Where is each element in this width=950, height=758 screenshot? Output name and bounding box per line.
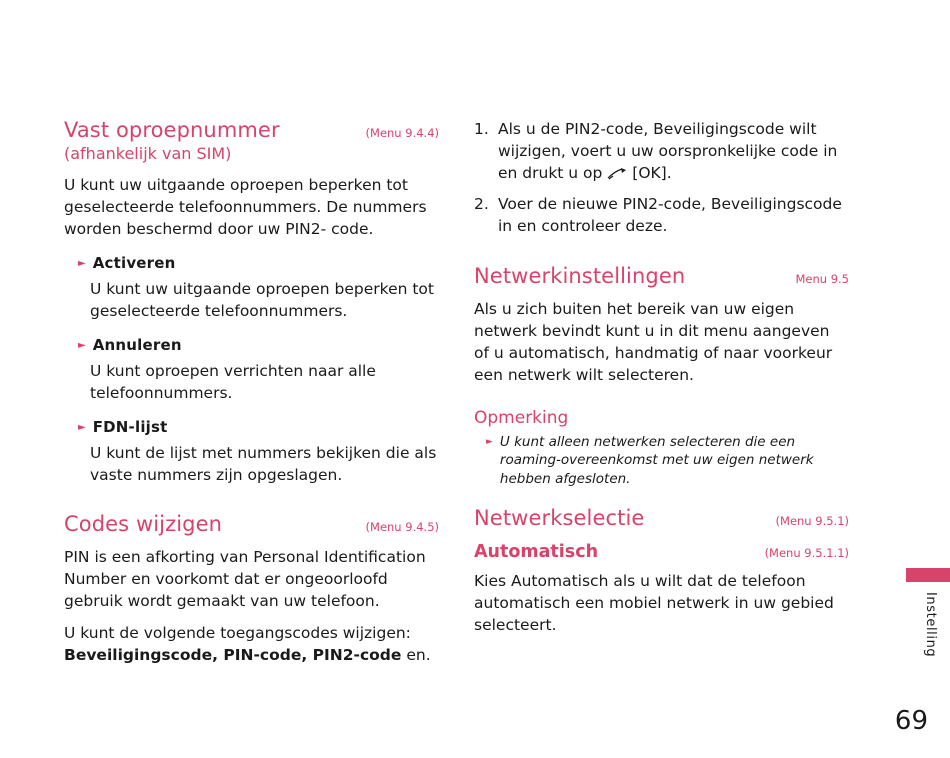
list-item-body: U kunt uw uitgaande oproepen beperken tot geselecteerde telefoonnummers. [90, 280, 434, 321]
menu-reference: (Menu 9.5.1) [775, 513, 849, 528]
netwerkinstellingen-body: Als u zich buiten het bereik van uw eigen netwerk bevindt kunt u in dit menu aangeven of u automatisch, handmatig of naar voorkeur een netwerk wilt selecteren. [474, 300, 833, 385]
triangle-right-icon: ► [78, 422, 86, 434]
step-number: 1. [474, 120, 489, 138]
send-key-icon [607, 164, 627, 186]
right-column [474, 118, 849, 636]
section-heading-codes-wijzigen [64, 512, 439, 536]
step-text: Als u de PIN2-code, Beveiligingscode wilt wijzigen, voert u uw oorspronkelijke code in en drukt u op [498, 120, 838, 182]
page-number: 69 [894, 706, 928, 736]
list-item-body: U kunt oproepen verrichten naar alle telefoonnummers. [90, 362, 376, 403]
list-item [474, 118, 849, 184]
menu-reference: (Menu 9.5.1.1) [764, 545, 849, 560]
step-text: Voer de nieuwe PIN2-code, Beveiligingscode in en controleer deze. [498, 195, 842, 235]
note-title: Opmerking [474, 408, 569, 429]
menu-reference: (Menu 9.4.5) [365, 520, 439, 535]
list-item [474, 193, 849, 237]
menu-reference: (Menu 9.4.4) [365, 126, 439, 140]
list-item [78, 254, 439, 272]
list-item-label: Activeren [92, 254, 176, 273]
section-heading-netwerkselectie [474, 506, 849, 530]
menu-reference: Menu 9.5 [795, 272, 849, 286]
subsection-title: Automatisch [474, 541, 599, 562]
section-title: Codes wijzigen [64, 512, 223, 537]
numbered-steps-list [474, 118, 849, 237]
codes-paragraph-1: PIN is een afkorting van Personal Identification Number en voorkomt dat er ongeoorloofd gebruik wordt gemaakt van uw telefoon. [64, 548, 426, 611]
section-title: Netwerkinstellingen [474, 264, 686, 288]
list-item [78, 418, 439, 436]
list-item-label: FDN-lijst [92, 418, 168, 437]
step-text-after: [OK]. [632, 164, 672, 182]
section-heading-netwerkinstellingen [474, 264, 849, 288]
codes-paragraph-2-lead: U kunt de volgende toegangscodes wijzigen: [64, 624, 411, 643]
triangle-right-icon: ► [486, 437, 493, 448]
list-item [78, 336, 439, 354]
triangle-right-icon: ► [78, 340, 86, 352]
automatisch-body: Kies Automatisch als u wilt dat de telefoon automatisch een mobiel netwerk in uw gebied selecteert. [474, 571, 834, 634]
section-subtitle: (afhankelijk van SIM) [64, 144, 232, 164]
codes-paragraph-2-bold: Beveiligingscode, PIN-code, PIN2-code [64, 646, 402, 665]
codes-paragraph-2 [64, 622, 439, 666]
section-intro-paragraph: U kunt uw uitgaande oproepen beperken tot geselecteerde telefoonnummers. De nummers worden beschermd door uw PIN2- code. [64, 176, 427, 239]
triangle-right-icon: ► [78, 258, 86, 270]
chapter-tab-marker [906, 568, 950, 582]
chapter-tab-label: Instelling [923, 592, 938, 658]
left-column [64, 118, 439, 666]
note-block [486, 433, 849, 488]
subsection-heading-automatisch [474, 542, 849, 563]
section-heading-vast-oproepnummer [64, 118, 439, 142]
page-title: Vast oproepnummer [64, 118, 280, 142]
step-number: 2. [474, 195, 489, 213]
note-text: U kunt alleen netwerken selecteren die een roaming-overeenkomst met uw eigen netwerk hebben afgesloten. [499, 434, 814, 487]
list-item-body: U kunt de lijst met nummers bekijken die als vaste nummers zijn opgeslagen. [90, 444, 437, 485]
list-item-label: Annuleren [92, 336, 182, 355]
codes-paragraph-2-tail: en. [401, 646, 431, 665]
section-title: Netwerkselectie [474, 505, 645, 530]
